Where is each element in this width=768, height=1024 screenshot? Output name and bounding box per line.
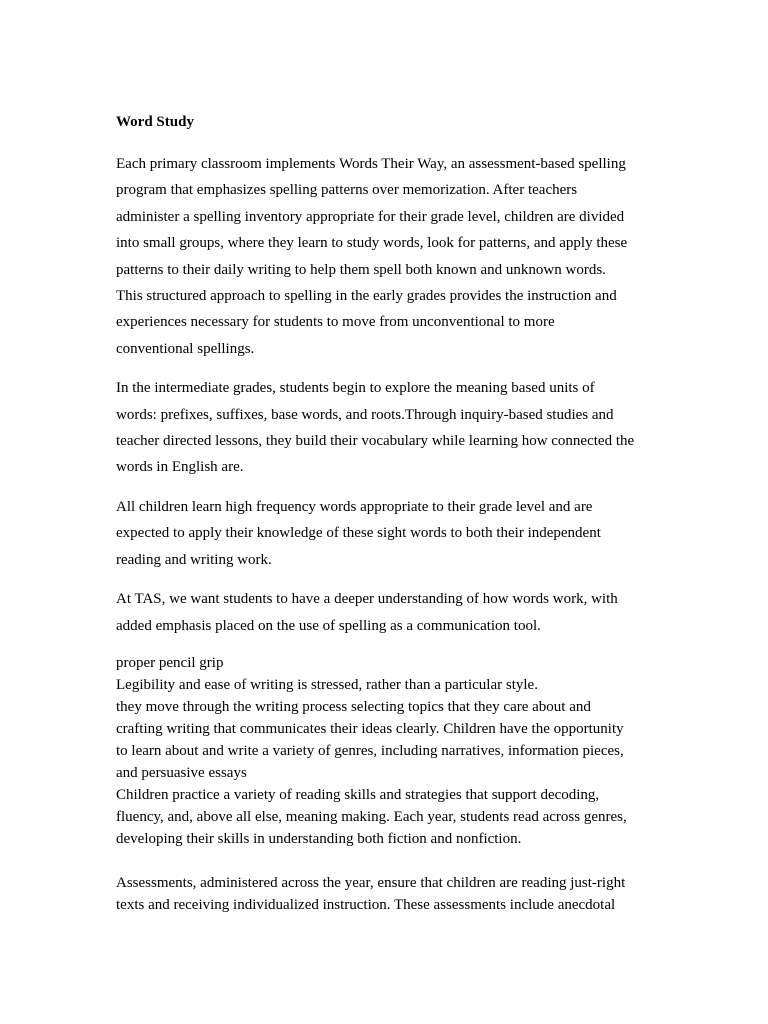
- text-line: into small groups, where they learn to study words, look for patterns, and apply these: [116, 235, 628, 252]
- text-line: added emphasis placed on the use of spelling as a communication tool.: [116, 617, 541, 634]
- assessments-block: [116, 872, 656, 916]
- paragraph-at-tas: [116, 586, 656, 639]
- text-line: In the intermediate grades, students begin to explore the meaning based units of: [116, 380, 595, 397]
- text-line: words in English are.: [116, 459, 244, 476]
- paragraph-intermediate-grades: [116, 375, 656, 481]
- text-line: At TAS, we want students to have a deeper understanding of how words work, with: [116, 591, 618, 608]
- document-page: [116, 111, 656, 916]
- text-line: Children practice a variety of reading skills and strategies that support decoding,: [116, 786, 600, 803]
- text-line: they move through the writing process selecting topics that they care about and: [116, 698, 591, 715]
- text-line: words: prefixes, suffixes, base words, and roots.Through inquiry-based studies and: [116, 406, 614, 423]
- text-line: Legibility and ease of writing is stressed, rather than a particular style.: [116, 676, 538, 693]
- notes-block: [116, 652, 656, 850]
- text-line: program that emphasizes spelling patterns over memorization. After teachers: [116, 182, 578, 199]
- text-line: Assessments, administered across the year, ensure that children are reading just-right: [116, 874, 626, 891]
- text-line: This structured approach to spelling in the early grades provides the instruction and: [116, 288, 617, 305]
- text-line: fluency, and, above all else, meaning making. Each year, students read across genres,: [116, 808, 627, 825]
- text-line: patterns to their daily writing to help them spell both known and unknown words.: [116, 261, 606, 278]
- text-line: to learn about and write a variety of genres, including narratives, information pieces,: [116, 742, 624, 759]
- page-title: Word Study: [116, 114, 194, 130]
- text-line: and persuasive essays: [116, 764, 247, 781]
- paragraph-words-their-way: [116, 151, 656, 362]
- text-line: Each primary classroom implements Words Their Way, an assessment-based spelling: [116, 156, 626, 172]
- text-line: experiences necessary for students to move from unconventional to more: [116, 314, 555, 331]
- text-line: teacher directed lessons, they build their vocabulary while learning how connected the: [116, 433, 635, 450]
- text-line: developing their skills in understanding both fiction and nonfiction.: [116, 830, 522, 847]
- paragraph-high-frequency-words: [116, 494, 656, 573]
- text-line: expected to apply their knowledge of these sight words to both their independent: [116, 525, 601, 542]
- text-line: All children learn high frequency words appropriate to their grade level and are: [116, 498, 593, 515]
- text-line: crafting writing that communicates their ideas clearly. Children have the opportunity: [116, 720, 624, 737]
- text-line: administer a spelling inventory appropriate for their grade level, children are divided: [116, 208, 625, 225]
- text-line: reading and writing work.: [116, 551, 272, 568]
- text-line: proper pencil grip: [116, 654, 224, 671]
- text-line: conventional spellings.: [116, 340, 255, 357]
- text-line: texts and receiving individualized instruction. These assessments include anecdotal: [116, 896, 616, 913]
- blank-line: [116, 850, 656, 872]
